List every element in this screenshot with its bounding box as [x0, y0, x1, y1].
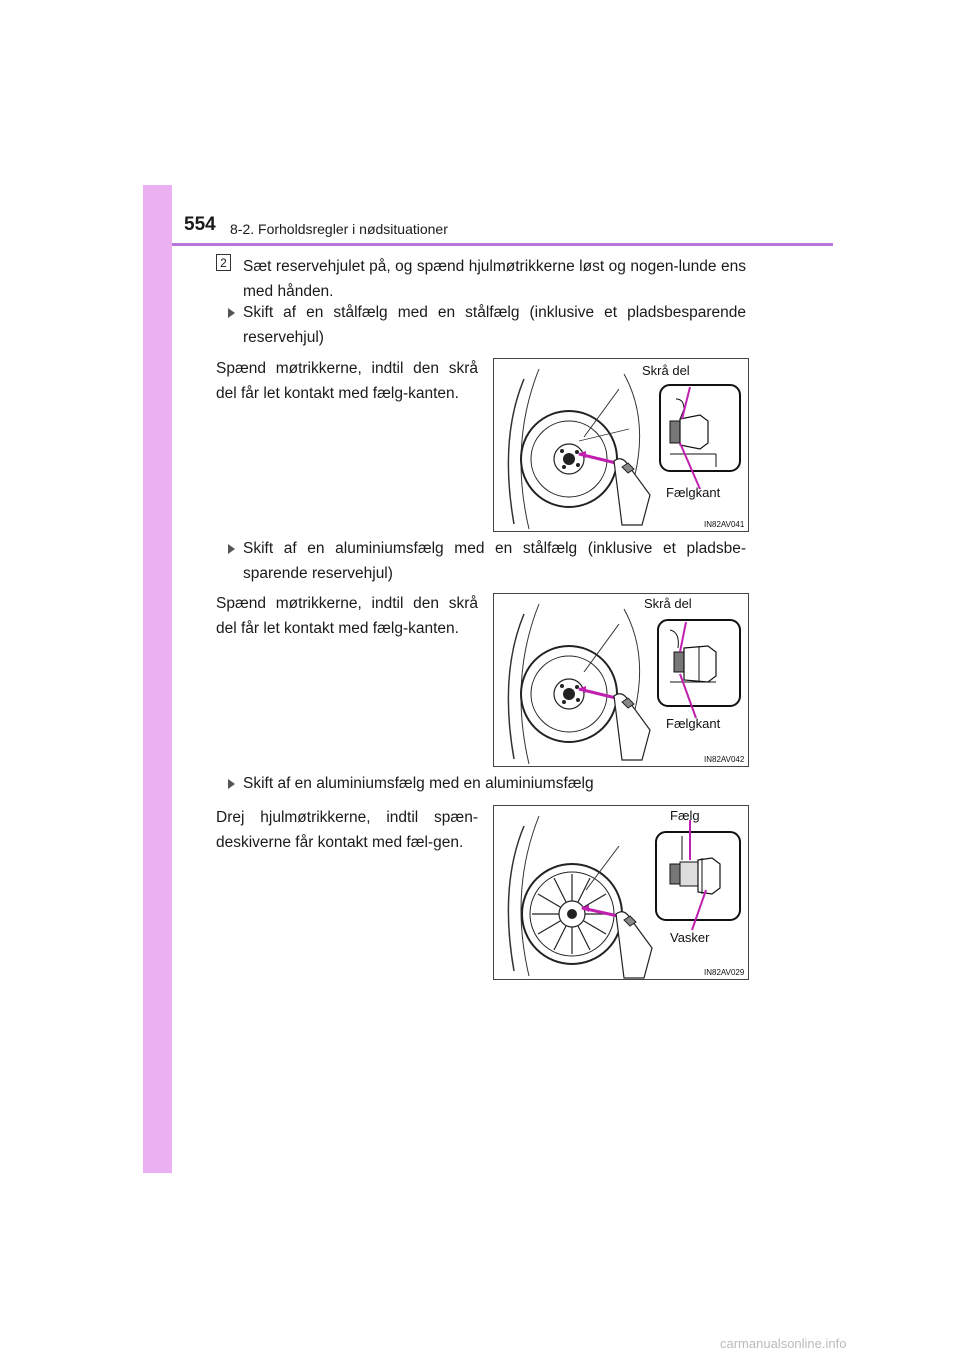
figure-steel-rim-nut [493, 358, 749, 532]
page-number: 554 [184, 214, 216, 235]
case-heading-text: Skift af en stålfælg med en stålfælg (inklusive et pladsbesparende reservehjul) [243, 304, 746, 346]
wheel-nut-illustration-2 [494, 594, 748, 766]
header-rule [172, 243, 833, 246]
bullet-triangle-icon [228, 779, 235, 789]
figure-label-top: Fælg [670, 808, 700, 823]
wheel-nut-illustration-3 [494, 806, 748, 979]
bullet-triangle-icon [228, 544, 235, 554]
case-instruction-2: Spænd møtrikkerne, indtil den skrå del får let kontakt med fælg-kanten. [216, 595, 478, 637]
case-heading-text: Skift af en aluminiumsfælg med en aluminiumsfælg [243, 775, 594, 792]
case-instruction-1: Spænd møtrikkerne, indtil den skrå del får let kontakt med fælg-kanten. [216, 360, 478, 402]
figure-alu-to-steel-nut [493, 593, 749, 767]
case-instruction-3: Drej hjulmøtrikkerne, indtil spæn-deskiverne får kontakt med fæl-gen. [216, 809, 478, 851]
figure-alu-to-alu-nut [493, 805, 749, 980]
figure-label-bottom: Fælgkant [666, 485, 721, 500]
case-heading-3 [228, 771, 746, 796]
figure-code: IN82AV041 [704, 520, 745, 529]
section-title: 8-2. Forholdsregler i nødsituationer [230, 221, 448, 237]
case-heading-text: Skift af en aluminiumsfælg med en stålfælg (inklusive et pladsbe-sparende reservehjul) [243, 540, 746, 582]
figure-label-top: Skrå del [644, 596, 692, 611]
bullet-triangle-icon [228, 308, 235, 318]
side-color-band [143, 185, 172, 1173]
case-heading-2 [228, 536, 746, 586]
figure-code: IN82AV029 [704, 968, 745, 977]
figure-label-bottom: Fælgkant [666, 716, 721, 731]
figure-code: IN82AV042 [704, 755, 745, 764]
step-text: Sæt reservehjulet på, og spænd hjulmøtrikkerne løst og nogen-lunde ens med hånden. [243, 258, 746, 300]
case-heading-1 [228, 300, 746, 350]
wheel-nut-illustration-1 [494, 359, 748, 531]
figure-label-bottom: Vasker [670, 930, 710, 945]
watermark: carmanualsonline.info [720, 1336, 847, 1351]
figure-label-top: Skrå del [642, 363, 690, 378]
step-number-badge: 2 [216, 254, 231, 271]
